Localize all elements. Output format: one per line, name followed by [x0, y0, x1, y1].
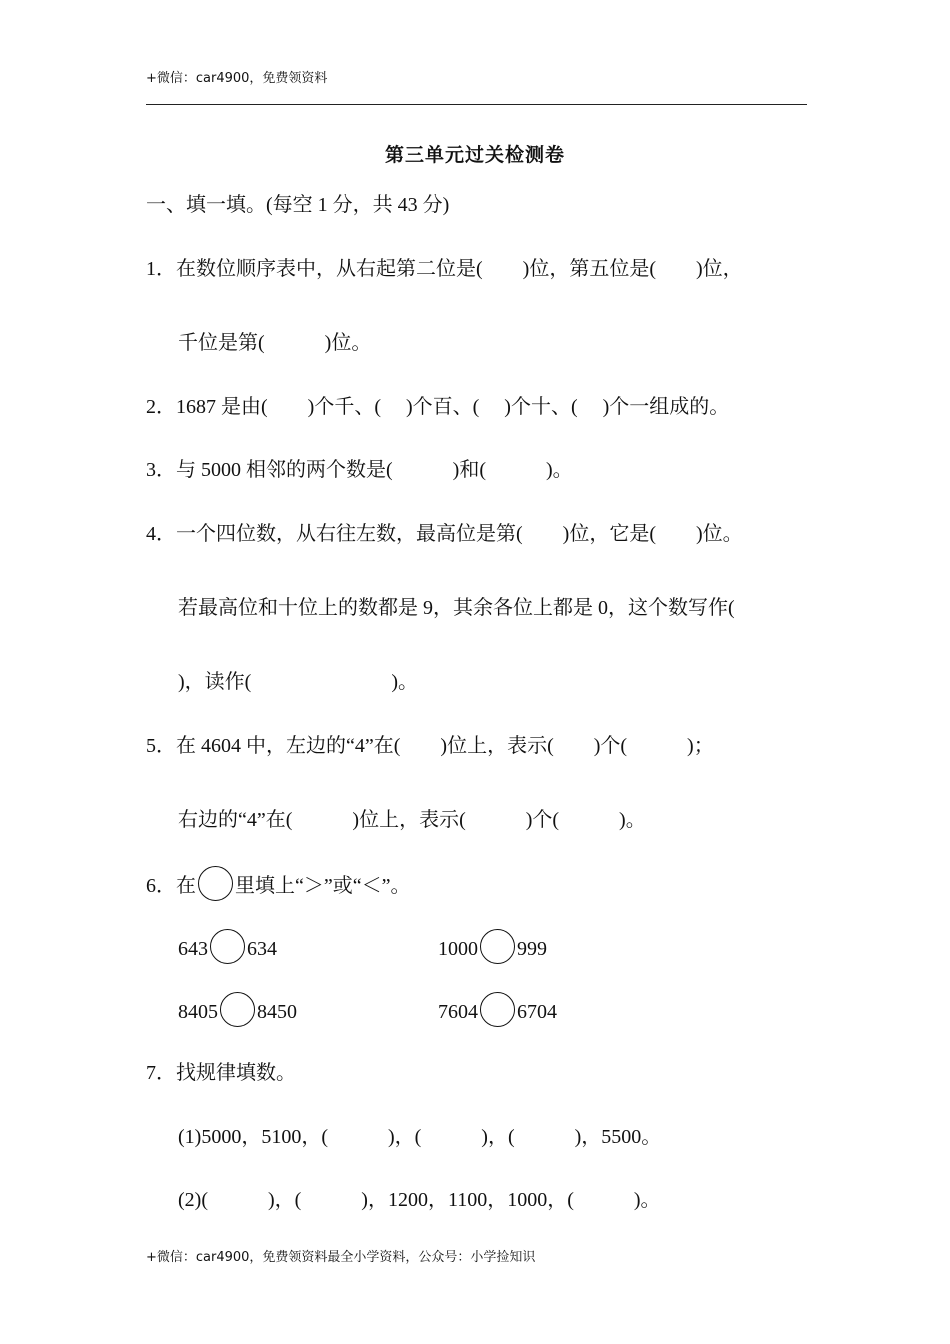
question-3-line-1: 3．与 5000 相邻的两个数是( )和( )。: [146, 459, 573, 481]
comparison-item: [438, 992, 557, 1027]
comparison-left: 7604: [438, 1001, 478, 1023]
question-6-prefix: 6．在: [146, 875, 196, 897]
comparison-circle[interactable]: [220, 992, 255, 1027]
comparison-item: [438, 929, 547, 964]
comparison-circle[interactable]: [480, 929, 515, 964]
comparison-circle[interactable]: [210, 929, 245, 964]
page-title: 第三单元过关检测卷: [384, 145, 565, 166]
header-rule: [146, 104, 807, 105]
question-7-line-1: 7．找规律填数。: [146, 1062, 296, 1084]
question-7-item-2: (2)( )，( )，1200，1100，1000，( )。: [178, 1189, 661, 1211]
question-1-line-1: 1．在数位顺序表中，从右起第二位是( )位，第五位是( )位，: [146, 258, 743, 280]
question-2-line-1: 2．1687 是由( )个千、( )个百、( )个十、( )个一组成的。: [146, 396, 730, 418]
comparison-circle[interactable]: [480, 992, 515, 1027]
question-4-line-1: 4．一个四位数，从右往左数，最高位是第( )位，它是( )位。: [146, 523, 743, 545]
comparison-item: [178, 992, 297, 1027]
comparison-right: 6704: [517, 1001, 557, 1023]
question-1-line-2: 千位是第( )位。: [178, 332, 372, 354]
comparison-left: 1000: [438, 938, 478, 960]
question-5-line-1: 5．在 4604 中，左边的“4”在( )位上，表示( )个( )；: [146, 735, 714, 757]
question-6-suffix: 里填上“＞”或“＜”。: [235, 875, 411, 897]
section-heading: 一、填一填。(每空 1 分，共 43 分): [146, 194, 450, 216]
comparison-left: 8405: [178, 1001, 218, 1023]
question-5-line-2: 右边的“4”在( )位上，表示( )个( )。: [178, 809, 646, 831]
comparison-item: [178, 929, 277, 964]
question-4-line-2: 若最高位和十位上的数都是 9，其余各位上都是 0，这个数写作(: [178, 597, 735, 619]
comparison-left: 643: [178, 938, 208, 960]
comparison-right: 8450: [257, 1001, 297, 1023]
page-header: +微信：car4900，免费领资料: [146, 71, 328, 86]
comparison-right: 634: [247, 938, 277, 960]
question-4-line-3: )，读作( )。: [178, 671, 418, 693]
circle-icon: [198, 866, 233, 901]
comparison-right: 999: [517, 938, 547, 960]
question-7-item-1: (1)5000，5100，( )，( )，( )，5500。: [178, 1126, 662, 1148]
page-footer: +微信：car4900，免费领资料最全小学资料，公众号：小学捡知识: [146, 1250, 536, 1265]
question-6-line-1: [146, 866, 411, 901]
